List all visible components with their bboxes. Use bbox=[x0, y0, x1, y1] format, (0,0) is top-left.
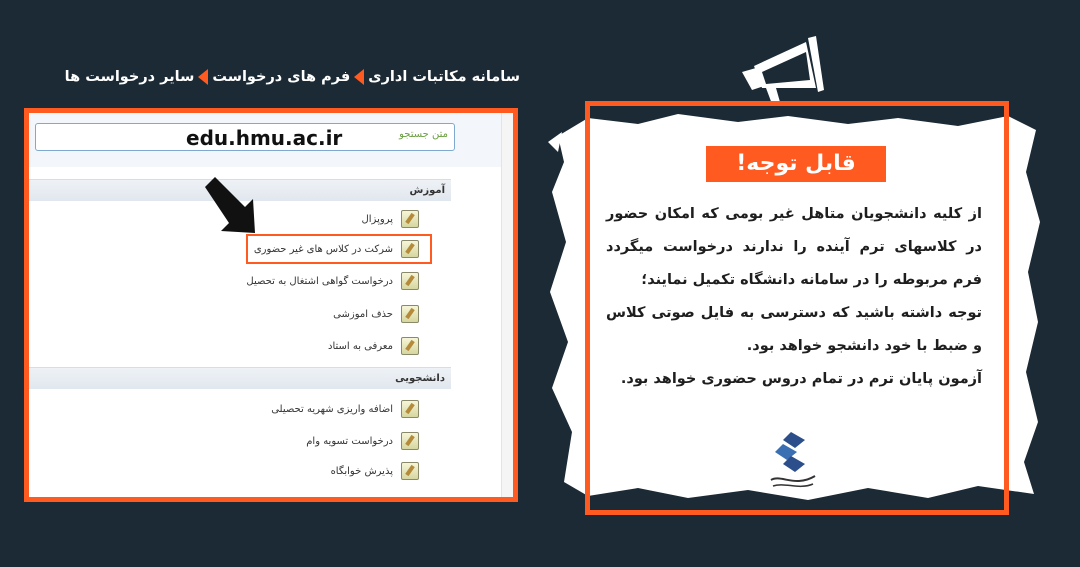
form-icon bbox=[401, 462, 419, 480]
breadcrumb bbox=[30, 62, 520, 92]
site-url: edu.hmu.ac.ir bbox=[186, 126, 343, 150]
form-icon bbox=[401, 272, 419, 290]
form-item-label: درخواست تسویه وام bbox=[306, 435, 393, 447]
notice-body bbox=[606, 198, 982, 396]
arrow-icon bbox=[199, 177, 259, 235]
form-item[interactable] bbox=[271, 396, 419, 422]
screenshot-frame bbox=[24, 108, 518, 502]
section-header: دانشجویی bbox=[29, 367, 451, 389]
form-item[interactable] bbox=[328, 333, 419, 359]
megaphone-icon bbox=[736, 28, 826, 104]
breadcrumb-separator-icon bbox=[354, 69, 364, 85]
screenshot-panel bbox=[29, 113, 513, 497]
notice-paragraph: از کلیه دانشجویان متاهل غیر بومی که امکان حضور در کلاسهای ترم آینده را ندارند درخواست میگردد فرم مربوطه را در سامانه دانشگاه تکمیل نمایند؛ bbox=[606, 206, 982, 288]
divider bbox=[29, 167, 31, 497]
form-icon bbox=[401, 337, 419, 355]
form-item[interactable] bbox=[331, 458, 419, 484]
breadcrumb-item[interactable]: فرم های درخواست bbox=[212, 69, 351, 85]
university-logo-icon bbox=[765, 430, 821, 492]
form-item-label: حذف اموزشی bbox=[333, 308, 393, 320]
scrollbar[interactable] bbox=[501, 113, 514, 497]
notice-title: قابل توجه! bbox=[706, 146, 886, 182]
search-input[interactable] bbox=[35, 123, 455, 151]
form-icon bbox=[401, 432, 419, 450]
form-item-label: پروپزال bbox=[361, 213, 393, 225]
top-band bbox=[29, 113, 513, 167]
form-icon bbox=[401, 305, 419, 323]
section-header: آموزش bbox=[29, 179, 451, 201]
highlight-box bbox=[246, 234, 432, 264]
form-item-label: اضافه واریزی شهریه تحصیلی bbox=[271, 403, 393, 415]
form-item[interactable] bbox=[333, 301, 419, 327]
form-item[interactable] bbox=[246, 268, 419, 294]
form-item-label: پذیرش خوابگاه bbox=[330, 465, 393, 477]
notice-paragraph: توجه داشته باشید که دسترسی به فایل صوتی کلاس و ضبط با خود دانشجو خواهد بود. bbox=[606, 305, 982, 354]
form-item[interactable] bbox=[306, 428, 419, 454]
breadcrumb-separator-icon bbox=[198, 69, 208, 85]
breadcrumb-item[interactable]: سامانه مکاتبات اداری bbox=[368, 69, 520, 85]
form-icon bbox=[401, 400, 419, 418]
form-item-label: درخواست گواهی اشتغال به تحصیل bbox=[246, 275, 393, 287]
form-icon bbox=[401, 210, 419, 228]
notice-paragraph: آزمون پایان ترم در تمام دروس حضوری خواهد بود. bbox=[620, 371, 982, 387]
form-item-label: معرفی به استاد bbox=[328, 340, 393, 352]
breadcrumb-item[interactable]: سایر درخواست ها bbox=[64, 69, 195, 85]
search-placeholder: متن جستجو bbox=[399, 129, 448, 140]
form-item-label: شرکت در کلاس های غیر حضوری bbox=[253, 243, 393, 255]
form-item[interactable] bbox=[362, 206, 419, 232]
